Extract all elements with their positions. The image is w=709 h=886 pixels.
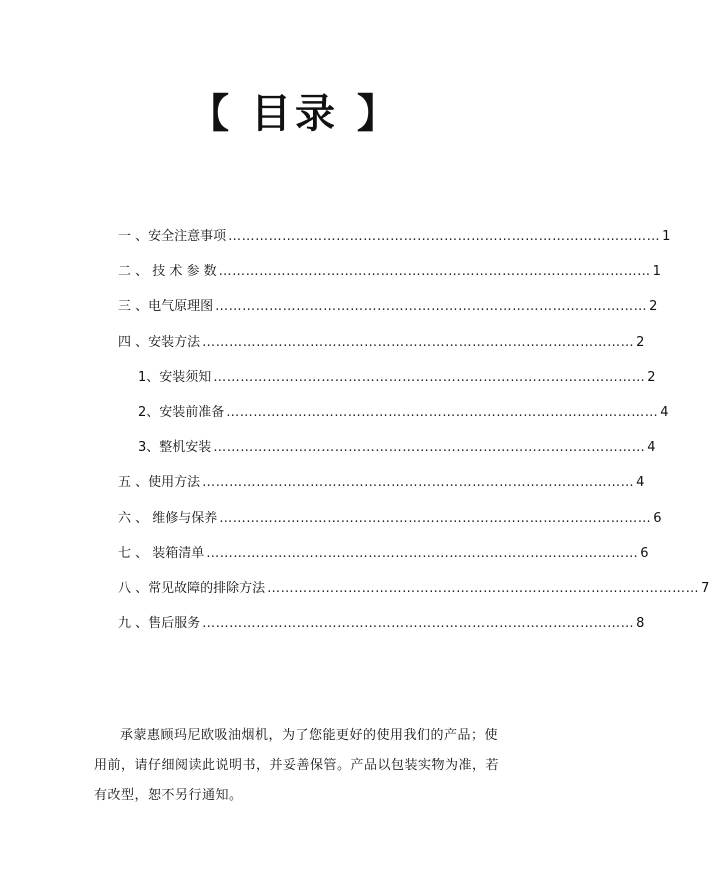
toc-entry[interactable] [118,576,709,611]
toc-entry-label: 1、安装须知 [138,369,212,385]
toc-entry-label: 四 、安装方法 [118,334,201,350]
toc-entry-label: 八 、常见故障的排除方法 [118,580,266,596]
toc-entry-page: 2 [649,299,658,315]
toc-entry-label: 七 、 装箱清单 [118,545,205,561]
toc-leader-dots: …………………………………………………………………………………… [219,510,652,526]
toc-entry-label: 九 、售后服务 [118,616,201,632]
toc-entry[interactable] [118,541,649,576]
toc-entry-page: 2 [636,334,645,350]
toc-entry-page: 2 [647,369,656,385]
toc-entry[interactable] [118,294,658,329]
toc-entry-label: 2、安装前准备 [138,404,225,420]
toc-entry[interactable] [118,611,645,646]
toc-entry-label: 3、整机安装 [138,440,212,456]
toc-leader-dots: …………………………………………………………………………………… [215,299,648,315]
toc-entry-page: 4 [660,404,669,420]
toc-entry-label: 六 、 维修与保养 [118,510,218,526]
toc-entry[interactable] [118,365,656,400]
toc-entry-page: 8 [636,616,645,632]
toc-leader-dots: …………………………………………………………………………………… [213,369,646,385]
page-title: 【 目录 】 [189,91,401,137]
toc-entry[interactable] [118,400,669,435]
toc-leader-dots: …………………………………………………………………………………… [228,229,661,244]
toc-leader-dots: …………………………………………………………………………………… [206,545,639,561]
toc-entry[interactable] [118,435,656,470]
toc-leader-dots: …………………………………………………………………………………… [267,580,700,596]
toc-leader-dots: …………………………………………………………………………………… [202,475,635,491]
toc-entry-page: 6 [640,545,649,561]
intro-paragraph: 承蒙惠顾玛尼欧吸油烟机，为了您能更好的使用我们的产品；使用前，请仔细阅读此说明书，并妥善保管。产品以包装实物为准，若有改型，恕不另行通知。 [94,728,500,803]
toc-entry-page: 4 [636,475,645,491]
toc-entry-page: 4 [647,440,656,456]
toc-entry[interactable] [118,470,645,505]
toc-entry-label: 五 、使用方法 [118,475,201,491]
toc-entry-page: 1 [662,229,671,244]
toc-leader-dots: …………………………………………………………………………………… [213,440,646,456]
toc-entry-page: 6 [653,510,662,526]
table-of-contents [118,224,709,646]
toc-leader-dots: …………………………………………………………………………………… [202,616,635,632]
toc-entry-page: 1 [652,264,661,280]
toc-entry-label: 三 、电气原理图 [118,299,214,315]
toc-entry[interactable] [118,259,661,294]
toc-entry[interactable] [118,506,662,541]
toc-leader-dots: …………………………………………………………………………………… [202,334,635,350]
toc-entry-label: 二 、 技 术 参 数 [118,264,217,280]
toc-entry[interactable] [118,330,645,365]
toc-entry-page: 7 [701,580,709,596]
toc-entry[interactable] [118,224,671,259]
toc-leader-dots: …………………………………………………………………………………… [226,404,659,420]
toc-leader-dots: …………………………………………………………………………………… [218,264,651,280]
toc-entry-label: 一 、安全注意事项 [118,229,227,244]
